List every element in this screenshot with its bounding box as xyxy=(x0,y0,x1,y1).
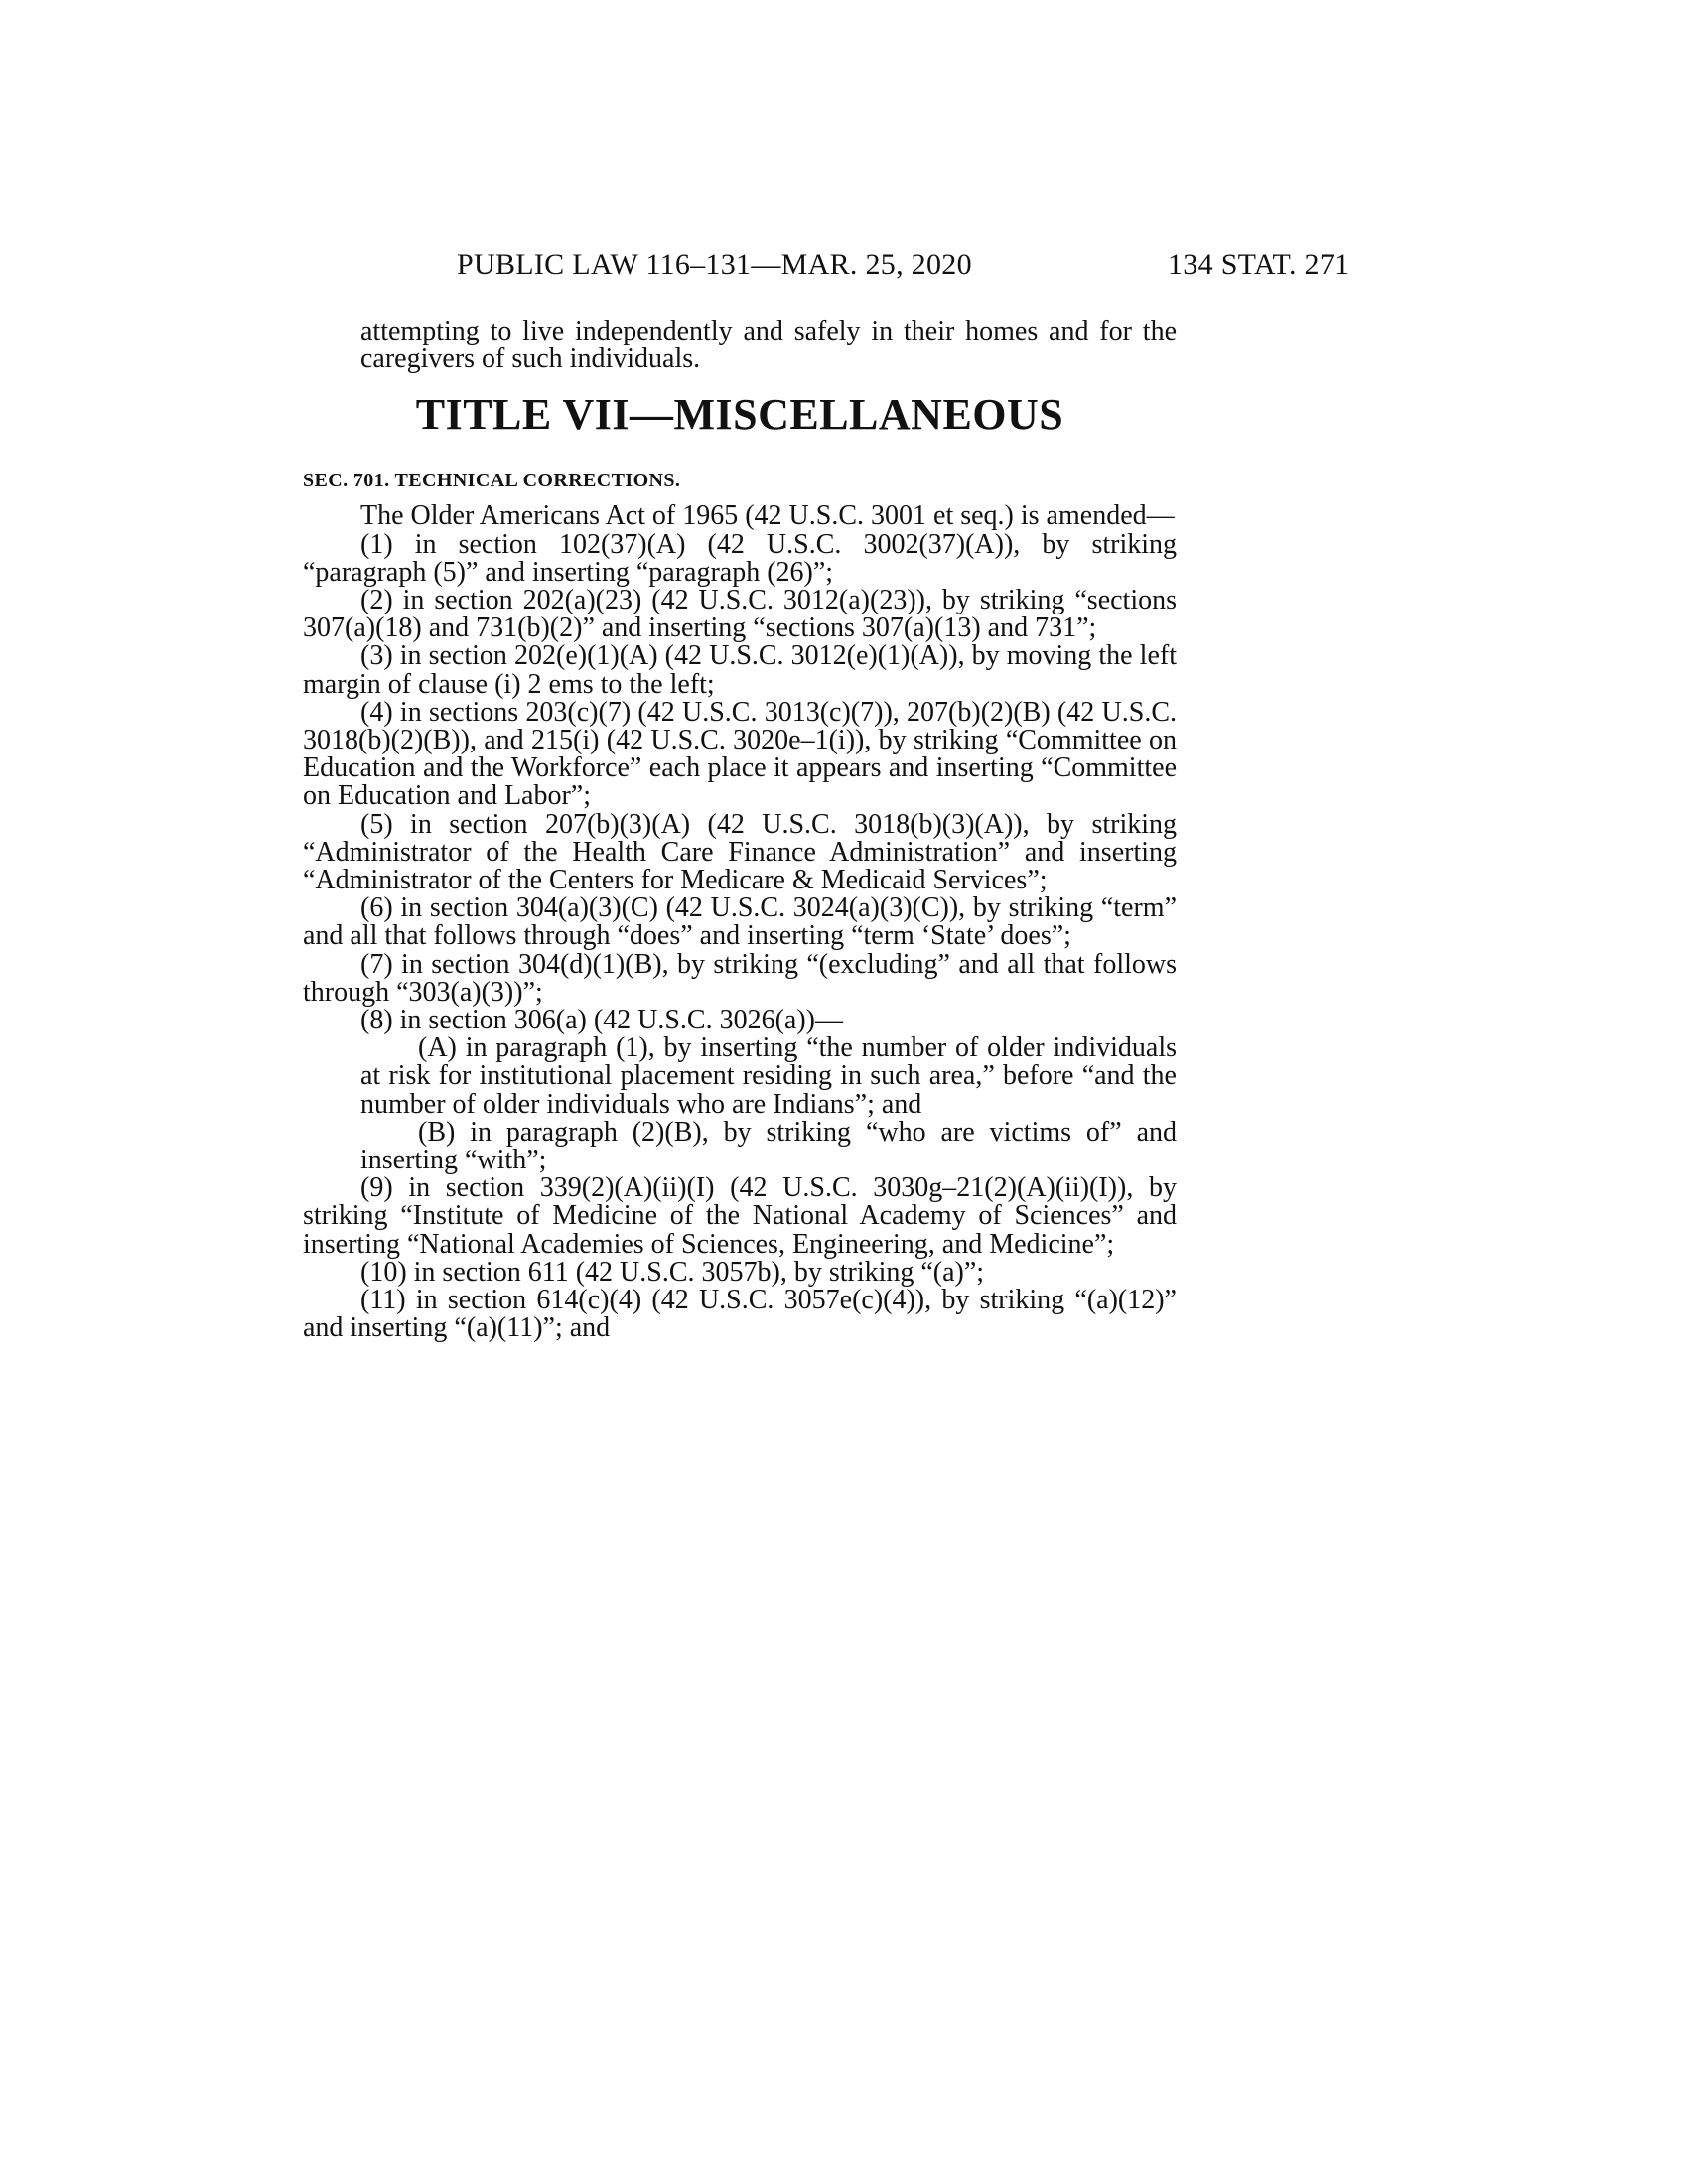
paragraph-5: (5) in section 207(b)(3)(A) (42 U.S.C. 3018(b)(3)(A)), by striking “Administrator of the Health Care Finance Administration” and inserting “Administrator of the Centers for Medicare & Medicaid Services”; xyxy=(303,808,1177,896)
paragraph-9: (9) in section 339(2)(A)(ii)(I) (42 U.S.C. 3030g–21(2)(A)(ii)(I)), by striking “Institute of Medicine of the National Academy of Sciences” and inserting “National Academies of Sciences, Engineering, and Medicine”; xyxy=(303,1172,1177,1260)
intro-paragraph: The Older Americans Act of 1965 (42 U.S.C. 3001 et seq.) is amended— xyxy=(360,500,1175,532)
subparagraph-8b: (B) in paragraph (2)(B), by striking “who are victims of” and inserting “with”; xyxy=(360,1116,1177,1176)
paragraph-10: (10) in section 611 (42 U.S.C. 3057b), by striking “(a)”; xyxy=(360,1256,985,1288)
paragraph-7: (7) in section 304(d)(1)(B), by striking “(excluding” and all that follows through “303(a)(3))”; xyxy=(303,948,1177,1008)
paragraph-1: (1) in section 102(37)(A) (42 U.S.C. 3002(37)(A)), by striking “paragraph (5)” and inserting “paragraph (26)”; xyxy=(303,528,1177,588)
statutes-page-number: 134 STAT. 271 xyxy=(1168,248,1350,281)
paragraph-2: (2) in section 202(a)(23) (42 U.S.C. 3012(a)(23)), by striking “sections 307(a)(18) and 731(b)(2)” and inserting “sections 307(a)(13) and 731”; xyxy=(303,585,1177,644)
paragraph-3: (3) in section 202(e)(1)(A) (42 U.S.C. 3012(e)(1)(A)), by moving the left margin of clause (i) 2 ems to the left; xyxy=(303,640,1177,700)
title-heading: TITLE VII—MISCELLANEOUS xyxy=(415,390,1064,440)
paragraph-11: (11) in section 614(c)(4) (42 U.S.C. 3057e(c)(4)), by striking “(a)(12)” and inserting “(a)(11)”; and xyxy=(303,1285,1177,1344)
paragraph-4: (4) in sections 203(c)(7) (42 U.S.C. 3013(c)(7)), 207(b)(2)(B) (42 U.S.C. 3018(b)(2)(B)), and 215(i) (42 U.S.C. 3020e–1(i)), by striking “Committee on Education and the Workforce” each place it appears and inserting “Committee on Education and Labor”; xyxy=(303,696,1177,812)
public-law-citation: PUBLIC LAW 116–131—MAR. 25, 2020 xyxy=(457,248,972,281)
page-body xyxy=(303,318,1177,1343)
paragraph-6: (6) in section 304(a)(3)(C) (42 U.S.C. 3024(a)(3)(C)), by striking “term” and all that follows through “does” and inserting “term ‘State’ does”; xyxy=(303,892,1177,952)
carryover-text: attempting to live independently and safely in their homes and for the caregivers of such individuals. xyxy=(360,316,1177,375)
subparagraph-8a: (A) in paragraph (1), by inserting “the number of older individuals at risk for institutional placement residing in such area,” before “and the number of older individuals who are Indians”; and xyxy=(360,1032,1177,1120)
paragraph-8: (8) in section 306(a) (42 U.S.C. 3026(a))— xyxy=(360,1005,844,1036)
section-heading: SEC. 701. TECHNICAL CORRECTIONS. xyxy=(303,470,681,492)
running-header xyxy=(0,248,1688,288)
